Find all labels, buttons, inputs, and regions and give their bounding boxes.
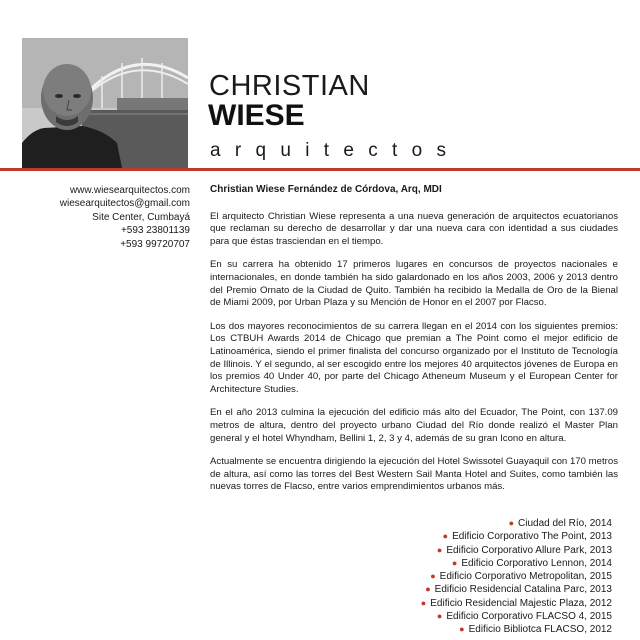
- bullet-icon: ●: [436, 544, 443, 555]
- phone-1: +593 23801139: [120, 225, 190, 237]
- bullet-icon: ●: [442, 531, 449, 542]
- list-item: ● Edificio Corporativo FLACSO 4, 2015: [436, 611, 612, 623]
- list-item: ● Edificio Corporativo Allure Park, 2013: [436, 544, 612, 556]
- bullet-icon: ●: [430, 571, 436, 582]
- brand-subtitle: arquitectos: [210, 140, 461, 161]
- bio-paragraph: Actualmente se encuentra dirigiendo la ejecución del Hotel Swissotel Guayaquil con 170 metros de altura, así como las torres del Best Western Sail Manta Hotel and Suites, como también las nuevas torres de Flacso, entre varios emprendimientos urbanos más.: [210, 456, 618, 493]
- address: Site Center, Cumbayá: [92, 211, 190, 223]
- red-divider: [0, 168, 640, 171]
- project-list: [312, 517, 612, 637]
- list-item: ● Edificio Bibliotca FLACSO, 2012: [459, 624, 612, 636]
- brand-last-name: WIESE: [208, 99, 305, 132]
- bullet-icon: ●: [451, 557, 458, 568]
- list-item: ● Edificio Corporativo Lennon, 2014: [451, 557, 612, 569]
- bio-paragraph: Los dos mayores reconocimientos de su carrera llegan en el 2014 con los siguientes premios: Los CTBUH Awards 2014 de Chicago que premian a The Point como el mejor edificio de Latinoamérica, siendo el primer finalista del concurso organizado por el Instituto de Tecnología de Illinois. Y el segundo, al ser escogido entre los mejores 40 arquitectos jóvenes de Europa en los premios 40 Under 40, por parte del Chicago Atheneum Museum y el European Center for Architecture Studies.: [210, 320, 618, 395]
- bio-title: Christian Wiese Fernández de Córdova, Arq, MDI: [210, 184, 442, 195]
- bullet-icon: ●: [425, 584, 431, 595]
- bullet-icon: ●: [420, 597, 427, 608]
- website-link[interactable]: www.wiesearquitectos.com: [69, 185, 190, 196]
- list-item: ● Edificio Residencial Catalina Parc, 2013: [425, 584, 612, 596]
- list-item: ● Edificio Residencial Majestic Plaza, 2012: [420, 597, 612, 609]
- contact-block: [0, 184, 190, 251]
- phone-2: +593 99720707: [120, 238, 190, 250]
- bio-paragraph: En su carrera ha obtenido 17 primeros lugares en concursos de proyectos nacionales e internacionales, en donde también ha sido galardonado en los años 2003, 2006 y 2013 dentro del Premio Ornato de la Ciudad de Quito. También ha recibido la Medalla de Oro de la Bienal de Miami 2009, por Urban Plaza y su Mención de Honor en el 2007 por Flacso.: [210, 259, 618, 309]
- bullet-icon: ●: [459, 624, 465, 635]
- bullet-icon: ●: [508, 518, 515, 528]
- portrait-photo: [22, 38, 188, 168]
- bio-paragraph: El arquitecto Christian Wiese representa a una nueva generación de arquitectos ecuatorianos que reclaman su derecho de desarrollar y dar una nueva cara con identidad a sus ciudades para que éstas trasciendan en el tiempo.: [210, 210, 618, 247]
- email-link[interactable]: wiesearquitectos@gmail.com: [59, 198, 190, 210]
- list-item: ● Ciudad del Río, 2014: [508, 518, 612, 529]
- bio-paragraph: En el año 2013 culmina la ejecución del edificio más alto del Ecuador, The Point, con 137.09 metros de altura, dentro del proyecto urbano Ciudad del Río donde realizó el Master Plan general y el hotel Whyndham, Bellini 1, 2, 3 y 4, además de su gran Icono en altura.: [210, 407, 618, 444]
- biography: [210, 181, 618, 505]
- list-item: ● Edificio Corporativo Metropolitan, 2015: [430, 571, 612, 583]
- list-item: ● Edificio Corporativo The Point, 2013: [442, 531, 612, 543]
- brand-first-name: CHRISTIAN: [209, 70, 370, 102]
- bullet-icon: ●: [436, 611, 443, 622]
